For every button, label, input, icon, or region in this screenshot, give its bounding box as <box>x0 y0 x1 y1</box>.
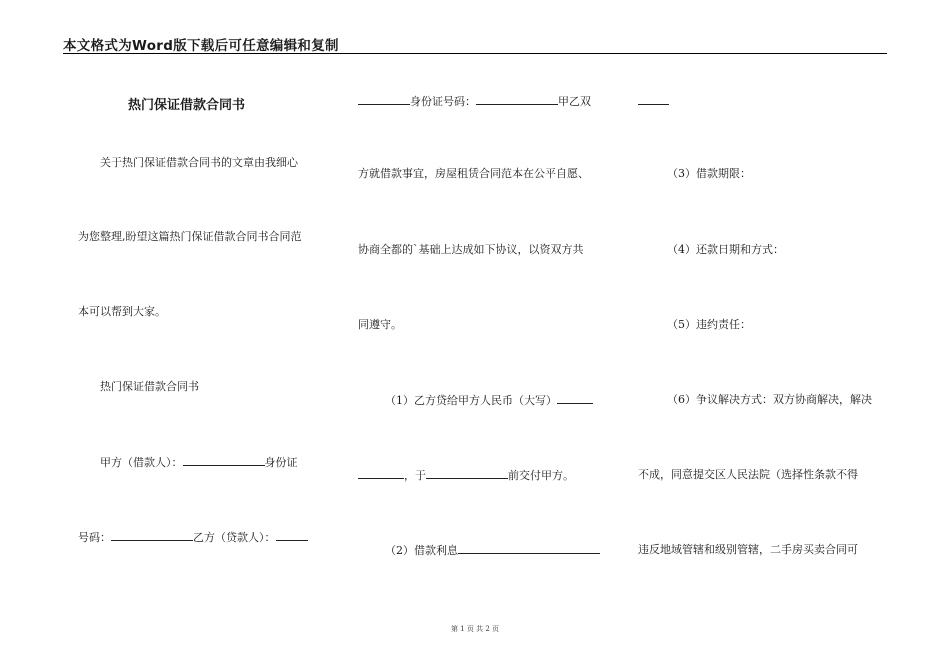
col2-line-2: 方就借款事宜，房屋租赁合同范本在公平自愿、 <box>358 167 589 180</box>
col3-line-3: （4）还款日期和方式： <box>667 243 784 256</box>
id-number-blank <box>476 94 558 105</box>
col3-line-1 <box>638 94 669 108</box>
col3-line-4: （5）违约责任： <box>667 318 751 331</box>
header-divider <box>63 53 887 54</box>
col2-line-6 <box>358 468 574 482</box>
col3-line-7: 违反地域管辖和级别管辖，二手房买卖合同可 <box>638 543 858 556</box>
lender-blank <box>276 530 308 541</box>
blank-1 <box>358 94 410 105</box>
blank-col3 <box>638 94 669 105</box>
interest-blank <box>458 543 600 554</box>
at-label: ，于 <box>404 469 426 482</box>
col1-line-6 <box>78 530 308 544</box>
col3-line-2: （3）借款期限： <box>667 167 751 180</box>
parties-label: 甲乙双 <box>558 95 591 108</box>
col1-line-2: 为您整理,盼望这篇热门保证借款合同书合同范 <box>78 230 302 243</box>
col1-line-5 <box>100 455 298 469</box>
borrower-blank <box>183 455 265 466</box>
clause-2: （2）借款利息 <box>385 544 458 557</box>
col3-line-5: （6）争议解决方式：双方协商解决，解决 <box>667 393 872 406</box>
clause-1: （1）乙方贷给甲方人民币（大写） <box>385 394 557 407</box>
col2-line-3: 协商全都的`基础上达成如下协议，以资双方共 <box>358 243 584 256</box>
number-label: 号码： <box>78 531 111 544</box>
id-number-label: 身份证号码： <box>410 95 476 108</box>
lender-label: 乙方（贷款人）： <box>193 531 276 544</box>
page-header: 本文格式为Word版下载后可任意编辑和复制 <box>63 38 339 54</box>
col2-line-1 <box>358 94 591 108</box>
col1-line-3: 本可以帮到大家。 <box>78 305 166 318</box>
amount-blank <box>557 393 593 404</box>
delivery-label: 前交付甲方。 <box>508 469 574 482</box>
number-blank <box>111 530 193 541</box>
col3-line-6: 不成，同意提交区人民法院（选择性条款不得 <box>638 468 858 481</box>
page-number: 第 1 页 共 2 页 <box>450 625 500 633</box>
col1-line-1: 关于热门保证借款合同书的文章由我细心 <box>100 156 298 169</box>
date-blank <box>426 468 508 479</box>
col2-line-4: 同遵守。 <box>358 318 402 331</box>
amount-blank-2 <box>358 468 404 479</box>
id-label: 身份证 <box>264 456 298 469</box>
col1-line-4: 热门保证借款合同书 <box>100 380 199 393</box>
document-title: 热门保证借款合同书 <box>128 98 246 113</box>
borrower-label: 甲方（借款人）： <box>100 456 183 469</box>
col2-line-5 <box>385 393 593 407</box>
col2-line-7 <box>385 543 600 557</box>
